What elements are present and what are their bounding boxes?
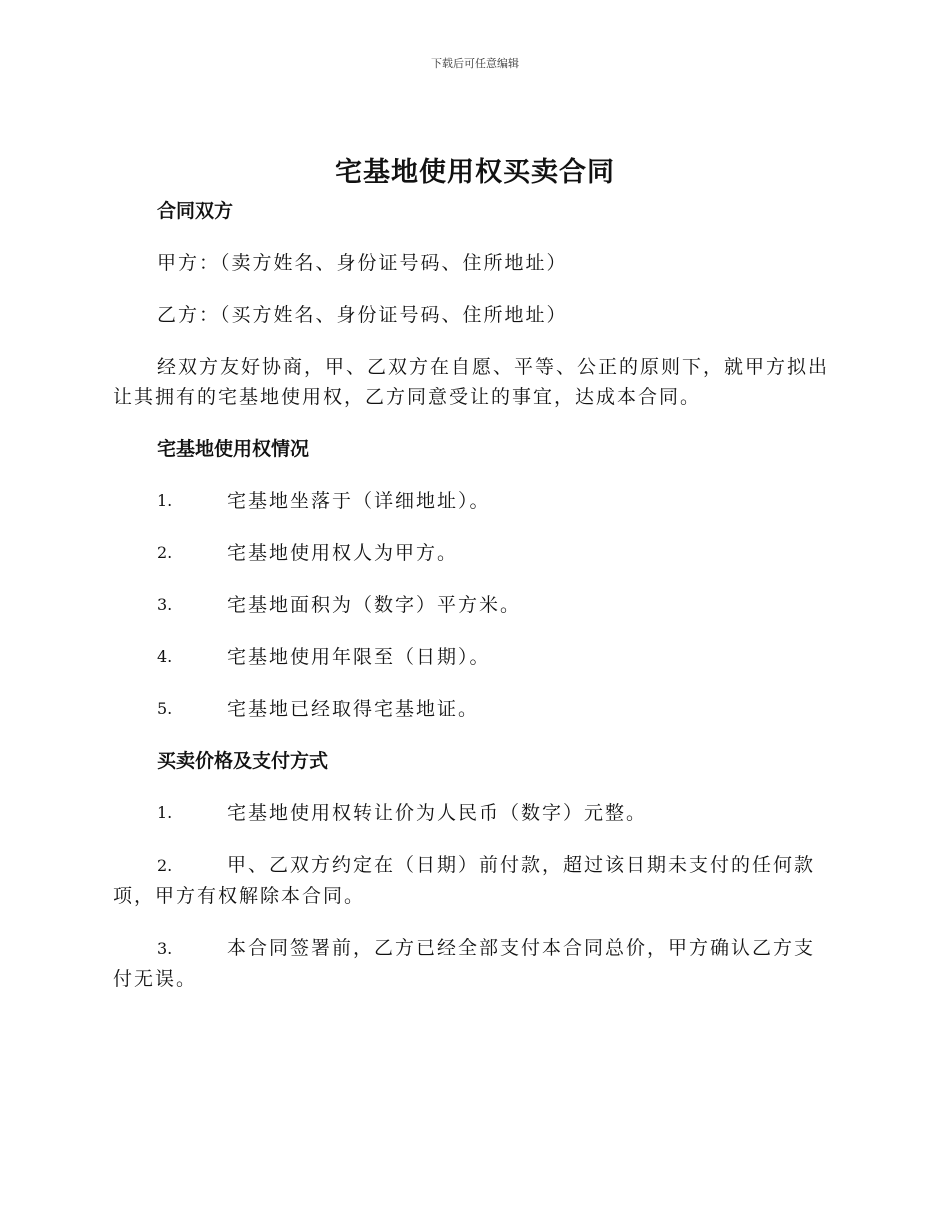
- item-number: 1.: [157, 803, 173, 822]
- item-text: 宅基地已经取得宅基地证。: [227, 698, 480, 720]
- price-item: [113, 850, 833, 911]
- price-item: [113, 933, 833, 994]
- party-b-line: 乙方：（买方姓名、身份证号码、住所地址）: [157, 304, 568, 326]
- item-text: 宅基地面积为（数字）平方米。: [227, 594, 522, 616]
- item-number: 3.: [157, 939, 173, 958]
- item-number: 4.: [157, 647, 173, 666]
- situation-item: [113, 590, 833, 642]
- document-body: [113, 196, 833, 1016]
- item-number: 2.: [157, 856, 173, 875]
- situation-item: [113, 486, 833, 538]
- intro-paragraph: 经双方友好协商，甲、乙双方在自愿、平等、公正的原则下，就甲方拟出让其拥有的宅基地使用权，乙方同意受让的事宜，达成本合同。: [113, 356, 830, 408]
- situation-item: [113, 694, 833, 746]
- item-number: 1.: [157, 491, 173, 510]
- item-text: 宅基地使用权人为甲方。: [227, 542, 459, 564]
- document-title: 宅基地使用权买卖合同: [335, 157, 615, 188]
- item-number: 5.: [157, 699, 173, 718]
- price-item: [113, 798, 833, 850]
- item-text: 宅基地使用权转让价为人民币（数字）元整。: [227, 802, 648, 824]
- section-heading-parties: 合同双方: [157, 200, 234, 222]
- header-note: 下载后可任意编辑: [431, 57, 519, 70]
- situation-item: [113, 538, 833, 590]
- item-number: 3.: [157, 595, 173, 614]
- item-number: 2.: [157, 543, 173, 562]
- party-a-line: 甲方：（卖方姓名、身份证号码、住所地址）: [157, 252, 568, 274]
- item-text: 本合同签署前，乙方已经全部支付本合同总价，甲方确认乙方支付无误。: [113, 937, 816, 990]
- situation-item: [113, 642, 833, 694]
- item-text: 宅基地使用年限至（日期）。: [227, 646, 491, 668]
- section-heading-situation: 宅基地使用权情况: [157, 438, 310, 460]
- section-heading-price: 买卖价格及支付方式: [157, 750, 329, 772]
- item-text: 宅基地坐落于（详细地址）。: [227, 490, 491, 512]
- item-text: 甲、乙双方约定在（日期）前付款，超过该日期未支付的任何款项，甲方有权解除本合同。: [113, 854, 816, 907]
